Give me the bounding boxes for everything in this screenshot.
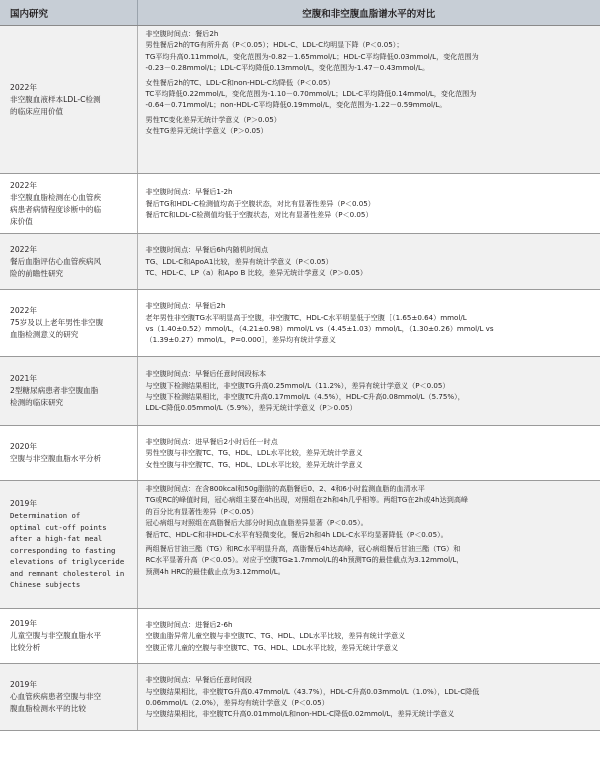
finding-line: 男性餐后2h的TG有所升高（P＜0.05）；HDL-C、LDL-C均明显下降（P＜0.05）；: [145, 40, 404, 50]
study-title: 的临床应用价值: [10, 106, 64, 116]
finding-line: 餐后TC和LDL-C检测值均低于空腹状态，对比有显著性差异（P＜0.05）: [145, 210, 373, 220]
header-study: 国内研究: [0, 0, 137, 26]
study-title: elevations of triglyceride: [10, 557, 125, 567]
study-title: 心血管疾病患者空腹与非空: [10, 692, 102, 701]
table-row: [0, 426, 600, 481]
finding-line: 与空腹结果相比，非空腹TC升高0.01mmol/L和non-HDL-C降低0.02mmol/L，差异无统计学意义: [145, 709, 455, 719]
table-row: [0, 26, 600, 174]
comparison-cell: [137, 234, 600, 290]
study-title: 非空腹血液样本LDL-C检测: [10, 94, 101, 104]
finding-line: 预测4h HRC的最佳截止点为3.12mmol/L。: [145, 566, 285, 576]
finding-line: LDL-C降低0.05mmol/L（5.9%），差异无统计学意义（P＞0.05）: [145, 403, 357, 413]
table-row: [0, 481, 600, 609]
finding-line: 老年男性非空腹TG水平明显高于空腹，非空腹TC、HDL-C水平明显低于空腹［（1.65±0.64）mmol/L: [145, 312, 467, 322]
study-title: 检测的临床研究: [10, 398, 64, 407]
comparison-cell: [137, 290, 600, 357]
comparison-cell: [137, 426, 600, 481]
finding-line: TC平均降低0.22mmol/L，变化范围为-1.10－0.70mmol/L；LDL-C平均降低0.14mmol/L，变化范围为: [145, 89, 477, 99]
study-title: 床价值: [10, 216, 33, 226]
study-year: 2021年: [10, 374, 37, 383]
study-cell: [0, 426, 137, 481]
finding-line: TG平均升高0.11mmol/L，变化范围为-0.82－1.65mmol/L；HDL-C平均降低0.03mmol/L，变化范围为: [145, 51, 479, 61]
study-title: 险的前瞻性研究: [10, 268, 64, 278]
study-title: 空腹与非空腹血脂水平分析: [10, 454, 102, 463]
finding-line: 空腹正常儿童的空腹与非空腹TC、TG、HDL、LDL水平比较，差异无统计学意义: [145, 642, 399, 652]
finding-line: 非空腹时间点：早餐后6h内随机时间点: [145, 245, 269, 255]
table-header-row: [0, 0, 600, 26]
study-title: 2型糖尿病患者非空腹血脂: [10, 386, 99, 395]
finding-line: 非空腹时间点：在含800kcal和50g脂肪的高脂餐后0、2、4和6小时监测血脂的血清水平: [145, 484, 425, 493]
study-title: 餐后血脂评估心血管疾病风: [10, 256, 102, 266]
study-title: 75岁及以上老年男性非空腹: [10, 318, 104, 327]
finding-line: -0.23－0.28mmol/L；LDL-C平均降低0.13mmol/L，变化范围为-1.47－0.43mmol/L。: [145, 63, 430, 73]
finding-line: 非空腹时间点：进餐后2-6h: [145, 619, 233, 629]
study-year: 2022年: [10, 306, 37, 315]
study-cell: [0, 234, 137, 290]
finding-line: TC、HDL-C、LP（a）和Apo B 比较，差异无统计学意义（P＞0.05）: [145, 268, 368, 278]
finding-line: 餐后TG和HDL-C检测值均高于空腹状态，对比有显著性差异（P＜0.05）: [145, 198, 375, 208]
finding-line: 非空腹时间点：早餐后任意时间段标本: [145, 369, 267, 379]
study-cell: [0, 609, 137, 664]
study-title: 血脂检测意义的研究: [10, 330, 79, 339]
finding-line: -0.64－0.71mmol/L；non-HDL-C平均降低0.19mmol/L，变化范围为-1.22－0.59mmol/L。: [145, 100, 447, 110]
comparison-cell: [137, 664, 600, 731]
finding-line: 与空腹下检测结果相比，非空腹TC升高0.17mmol/L（4.5%），HDL-C升高0.08mmol/L（5.75%），: [145, 392, 465, 401]
study-cell: [0, 664, 137, 731]
finding-line: 0.06mmol/L（2.0%），差异均有统计学意义（P＜0.05）: [145, 698, 329, 707]
finding-line: 女性空腹与非空腹TC、TG、HDL、LDL水平比较，差异无统计学意义: [145, 459, 363, 469]
comparison-cell: [137, 174, 600, 234]
study-title: corresponding to fasting: [10, 545, 116, 555]
study-cell: [0, 26, 137, 174]
table-row: [0, 174, 600, 234]
finding-line: 女性TG差异无统计学意义（P＞0.05）: [145, 126, 268, 136]
study-title: 腹血脂检测水平的比较: [10, 704, 86, 713]
finding-line: TG、LDL-C和ApoA1比较，差异有统计学意义（P＜0.05）: [145, 256, 333, 266]
finding-line: 非空腹时间点：早餐后任意时间段: [145, 675, 252, 685]
study-year: 2020年: [10, 442, 37, 451]
finding-line: 与空腹下检测结果相比，非空腹TG升高0.25mmol/L（11.2%），差异有统计学意义（P＜0.05）: [145, 380, 450, 390]
finding-line: 男性空腹与非空腹TC、TG、HDL、LDL水平比较，差异无统计学意义: [145, 448, 363, 458]
study-title: after a high-fat meal: [10, 534, 103, 544]
table-row: [0, 357, 600, 426]
finding-line: 男性TC变化差异无统计学意义（P＞0.05）: [145, 114, 281, 124]
study-cell: [0, 357, 137, 426]
comparison-cell: [137, 357, 600, 426]
study-title: 儿童空腹与非空腹血脂水平: [10, 631, 102, 640]
study-title: Chinese subjects: [10, 580, 81, 590]
finding-line: 空腹血脂异常儿童空腹与非空腹TC、TG、HDL、LDL水平比较，差异有统计学意义: [145, 631, 406, 641]
finding-line: 女性餐后2h的TC、LDL-C和non-HDL-C均降低（P＜0.05）: [145, 77, 335, 87]
comparison-cell: [137, 609, 600, 664]
finding-line: 非空腹时间点：早餐后1-2h: [145, 187, 233, 197]
study-year: 2019年: [10, 680, 37, 689]
study-year: 2019年: [10, 619, 37, 628]
study-year: 2022年: [10, 244, 37, 254]
table-row: [0, 290, 600, 357]
study-year: 2022年: [10, 180, 37, 190]
finding-line: 餐后TC、HDL-C和非HDL-C水平有轻微变化，餐后2h和4h LDL-C水平均显著降低（P＜0.05）。: [145, 529, 448, 539]
finding-line: 两组餐后甘油三酯（TG）和RC水平明显升高，高脂餐后4h达高峰，冠心病组餐后甘油三酯（TG）和: [145, 544, 461, 554]
finding-line: TG或RC的峰值时间，冠心病组主要在4h出现，对照组在2h和4h几乎相等。两组TG在2h或4h达到高峰: [145, 495, 469, 505]
comparison-cell: [137, 481, 600, 609]
finding-line: 非空腹时间点：进早餐后2小时后任一时点: [145, 436, 278, 446]
study-cell: [0, 481, 137, 609]
comparison-cell: [137, 26, 600, 174]
table-row: [0, 664, 600, 731]
study-title: 病患者病情程度诊断中的临: [10, 204, 102, 214]
study-year: 2019年: [10, 498, 37, 508]
study-title: and remnant cholesterol in: [10, 568, 125, 578]
finding-line: 非空腹时间点：早餐后2h: [145, 301, 226, 311]
finding-line: （1.39±0.27）mmol/L，P=0.000］，差异均有统计学意义: [145, 335, 336, 345]
study-title: 非空腹血脂检测在心血管疾: [10, 192, 102, 202]
study-cell: [0, 290, 137, 357]
finding-line: 非空腹时间点：餐后2h: [145, 29, 219, 38]
study-cell: [0, 174, 137, 234]
study-year: 2022年: [10, 82, 37, 92]
table-row: [0, 234, 600, 290]
finding-line: 与空腹结果相比，非空腹TG升高0.47mmol/L（43.7%），HDL-C升高0.03mmol/L（1.0%），LDL-C降低: [145, 686, 480, 696]
study-title: optimal cut-off points: [10, 522, 107, 532]
study-title: Determination of: [10, 510, 81, 520]
finding-line: 冠心病组与对照组在高脂餐后大部分时间点血脂差异显著（P＜0.05）。: [145, 518, 368, 528]
finding-line: vs（1.40±0.52）mmol/L，（4.21±0.98）mmol/L vs（4.45±1.03）mmol/L，（1.30±0.26）mmol/L vs: [145, 324, 494, 333]
study-title: 比较分析: [10, 643, 41, 652]
finding-line: 的百分比有显著性差异（P＜0.05）: [145, 506, 258, 516]
table-row: [0, 609, 600, 664]
finding-line: RC水平显著升高（P＜0.05）。对应于空腹TG≥1.7mmol/L的4h预测TG的最佳截点为3.12mmol/L，: [145, 555, 464, 565]
header-comparison: 空腹和非空腹血脂谱水平的对比: [137, 0, 600, 26]
